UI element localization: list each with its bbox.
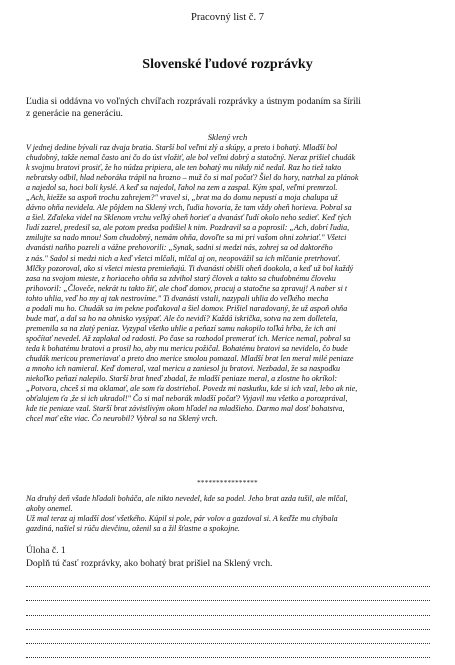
story-line: tohto uhlia, veď ho my aj tak nestrovíme." Ti dvanásti vstali, nazypali uhlia do veľkého mecha (26, 293, 329, 303)
story-line: teda k bohatému bratovi a prosil ho, aby mu mericu požičal. Bohatému bratovi sa nevidelo, čo bude (26, 343, 348, 353)
story-line: a mnoho ich namieral. Keď domeral, vzal mericu a zaniesol ju bratovi. Nezbadal, že sa naspodku (26, 364, 341, 374)
story-line: chudobný, takže nemal často ani čo do úst vložiť, ale bol veľmi dobrý a statočný. Neraz prišiel chudák (26, 153, 356, 163)
story-line: zmilujte sa nado mnou! Som chudobný, nemám ohňa, dovoľte sa mi pri vašom ohni zohriať." Všetci (26, 233, 347, 243)
page-title: Slovenské ľudové rozprávky (142, 57, 313, 72)
story-line: Mlčky pozoroval, ako si všetci miesta premieňajú. Ti dvanásti obišli oheň dookola, a keď už bol každý (26, 263, 354, 273)
answer-line[interactable] (26, 601, 430, 615)
epilogue-line: akoby onemel. (26, 504, 73, 514)
story-line: premenila sa na zlatý peniaz. Vyzypal všetko uhlie a peňazí samu nakopilo toľká hŕba, že ich ani (26, 323, 336, 333)
story-line: a šiel. Zďaleka videl na Sklenom vrchu veľký oheň horieť a dvanásť ľudí okolo neho sedieť. Keď tých (26, 213, 352, 223)
story-line: „Ach, kiežže sa aspoň trochu zahrejem?" vravel si, „brat ma do domu nepustí a moja chalupa už (26, 193, 338, 203)
story-line: obťalujem ťa ,že si ich ukradol!" Čo si mal neborák mladší počať? Vyjavil mu všetko a porozprával, (26, 394, 348, 404)
answer-line[interactable] (26, 630, 430, 644)
story-line: a podali mu ho. Chudák sa im pekne poďakoval a šiel domov. Prišiel naradovaný, že už aspoň ohňa (26, 303, 348, 313)
story-text (26, 143, 430, 424)
worksheet-label: Pracovný list č. 7 (191, 12, 264, 23)
epilogue-line: Na druhý deň všade hľadali boháča, ale nikto nevedel, kde sa podel. Jeho brat azda tušil, ale mlčal, (26, 494, 348, 503)
story-line: bude mať, a dal sa ho na ohnisko vysýpať. Ale čo nevidí? Každá iskrička, sotva na zem dolletela, (26, 313, 338, 323)
story-line: ľudí zazrel, predesil sa, ale potom predsa podišiel k nim. Pozdravil sa a poprosil: „Ach, dobrí ľudia, (26, 223, 350, 233)
story-line: chudák mericou premeriavať a preto dno merice smolou pomazal. Mladší brat len meral milé peniaze (26, 353, 354, 363)
intro-paragraph (26, 96, 426, 120)
answer-line[interactable] (26, 644, 430, 658)
story-line: spočítať nevedel. Až zaplakal od radosti. Po čase sa rozhodol premerať ich. Merice nemal, pobral sa (26, 333, 351, 343)
story-line: z nás." Sadol si medzi nich a keď všetci mlčali, mlčal aj on, neopovážil sa ich mlčanie pretrhovať. (26, 253, 341, 263)
story-line: dávno ohňa nevidela. Ale pôjdem na Sklený vrch, ľudia hovoria, že tam vždy oheň horieva. Pobral sa (26, 203, 352, 213)
answer-line[interactable] (26, 587, 430, 601)
task-instruction: Doplň tú časť rozprávky, ako bohatý brat prišiel na Sklený vrch. (26, 558, 273, 569)
epilogue-text (26, 494, 430, 534)
story-line: zasa na svojom mieste, z horiaceho ohňa sa zdvihol starý človek a takto sa chudobnému človeku (26, 273, 336, 283)
intro-line: Ľudia si oddávna vo voľných chvíľach rozprávali rozprávky a ústnym podaním sa šírili (26, 96, 361, 107)
story-line: chcel mať ešte viac. Čo neurobil? Vybral sa na Sklený vrch. (26, 414, 218, 424)
task-title: Úloha č. 1 (26, 545, 66, 556)
answer-line[interactable] (26, 573, 430, 587)
story-line: prihovoril: „Človeče, nekrát tu takto žiť, ale choď domov, pracuj a statočne sa zpravuj! A naber si t (26, 283, 348, 293)
story-line: kde tie peniaze vzal. Starší brat závistlivým okom hľadel na mladšieho. Darmo mal dosť bohatstva, (26, 404, 345, 414)
epilogue-line: Už mal teraz aj mladší dosť všetkého. Kúpil si pole, pár volov a gazdoval si. A keďže mu chýbala (26, 514, 338, 524)
story-line: k svojmu bratovi prosiť, že ho núdza pripiera, ale ten bohatý mu nikdy nič nedal. Raz ho tiež takto (26, 163, 342, 173)
story-line: dvanásti naňho pozreli a vážne prehovorili: „Synak, sadni si medzi nás, zohrej sa od daktorého (26, 243, 333, 253)
epilogue-line: gazdiná, našiel si rúču dievčinu, oženil sa a žil šťastne a spokojne. (26, 524, 240, 534)
answer-line[interactable] (26, 616, 430, 630)
story-line: a najedol sa, hoci boli kyslé. A keď sa najedol, ľahol na zem a zaspal. Kým spal, veľmi premrzol. (26, 183, 338, 193)
answer-lines (26, 573, 430, 658)
intro-line: z generácie na generáciu. (26, 108, 123, 119)
story-title: Sklený vrch (207, 132, 248, 142)
story-line: nebratsky odbil, hlad neboráka trápil na hrozno – muž čo si mal počať? Šiel do hory, natrhal za plánok (26, 173, 359, 183)
story-line: V jednej dedine bývali raz dvaja bratia. Starší bol veľmi zlý a skúpy, a preto i bohatý. Mladší bol (26, 143, 338, 152)
section-divider: **************** (197, 479, 258, 487)
story-line: niekoľko peňazí nalepilo. Starší brat hneď zbadal, že mladší peniaze meral, a zlostne ho okríkol: (26, 374, 338, 384)
story-line: „Potvora, chceš si ma oklamať, ale som ťa dostriehol. Povedz mi naskutku, kde si ich vzal, lebo ak nie, (26, 384, 358, 394)
